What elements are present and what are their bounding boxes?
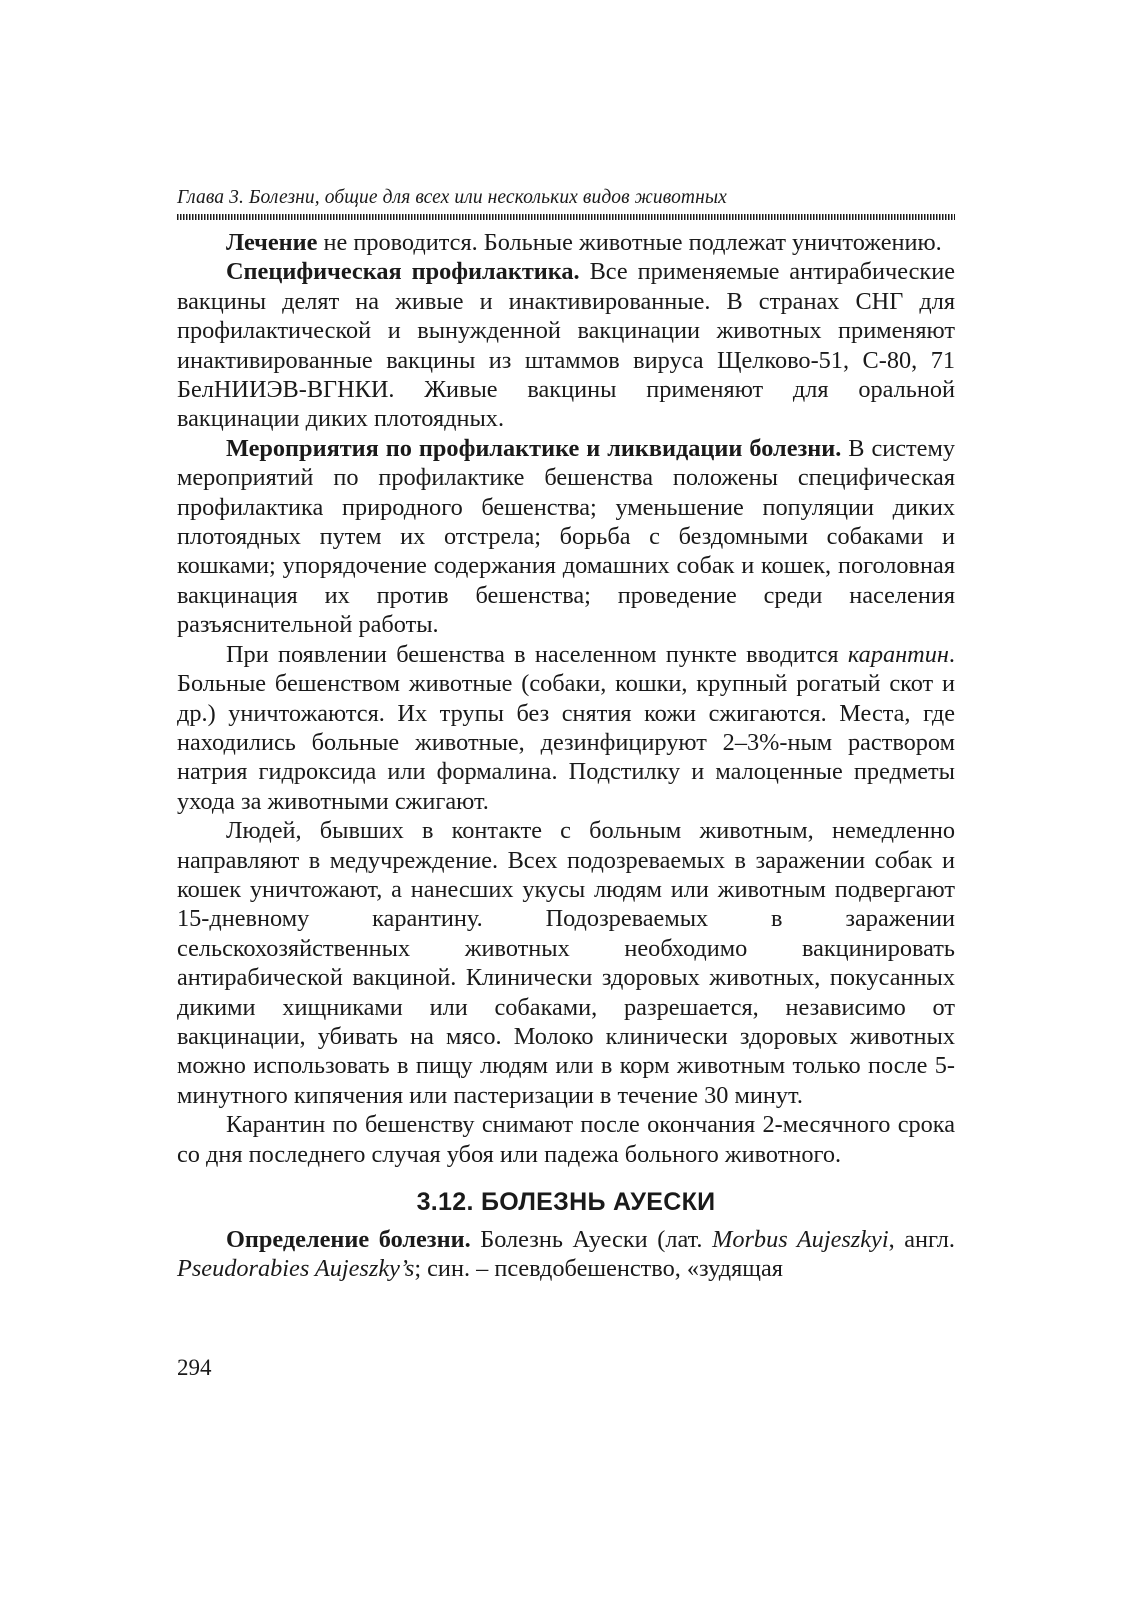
paragraph-text: . Больные бешенством животные (собаки, кошки, крупный рогатый скот и др.) уничтожаются. Их трупы без снятия кожи сжигаются. Места, где находились больные животные, дезинфицируют 2–3%-ным раствором натрия гидроксида или формалина. Подстилку и малоценные предметы ухода за животными сжигают.	[177, 640, 955, 815]
running-header: Глава 3. Болезни, общие для всех или нескольких видов животных	[177, 187, 727, 208]
header-rule	[177, 214, 955, 220]
paragraph-quarantine	[177, 640, 955, 816]
lead-term: Лечение	[226, 229, 318, 256]
lead-term: Определение болезни.	[226, 1226, 471, 1253]
paragraph-treatment	[177, 228, 955, 257]
page	[177, 186, 955, 1284]
paragraph-text: не проводится. Больные животные подлежат уничтожению.	[317, 229, 942, 256]
paragraph-definition	[177, 1225, 955, 1284]
paragraph-contacts	[177, 816, 955, 1110]
paragraph-quarantine-lift	[177, 1110, 955, 1169]
paragraph-text: При появлении бешенства в населенном пункте вводится	[226, 640, 848, 668]
english-name: Pseudorabies Aujeszky’s	[177, 1255, 415, 1283]
paragraph-text: Карантин по бешенству снимают после окончания 2-месячного срока со дня последнего случая убоя или падежа больного животного.	[177, 1111, 955, 1168]
latin-name: Morbus Aujeszkyi	[712, 1226, 889, 1253]
paragraph-text: Людей, бывших в контакте с больным животным, немедленно направляют в медучреждение. Всех подозреваемых в заражении собак и кошек уничтожают, а нанесших укусы людям или животным подвергают 15-дневному карантину. Подозреваемых в заражении сельскохозяйственных животных необходимо вакцинировать антирабической вакциной. Клинически здоровых животных, покусанных дикими хищниками или собаками, разрешается, независимо от вакцинации, убивать на мясо. Молоко клинически здоровых животных можно использовать в пищу людям или в корм животным только после 5-минутного кипячения или пастеризации в течение 30 минут.	[177, 817, 955, 1109]
paragraph-text: В систему мероприятий по профилактике бешенства положены специфическая профилактика природного бешенства; уменьшение популяции диких плотоядных путем их отстрела; борьба с бездомными собаками и кошками; упорядочение содержания домашних собак и кошек, поголовная вакцинация их против бешенства; проведение среди населения разъяснительной работы.	[177, 434, 955, 639]
page-number: 294	[177, 1355, 212, 1380]
lead-term: Специфическая профилактика.	[226, 258, 580, 286]
paragraph-text: ; син. – псевдобешенство, «зудящая	[414, 1255, 783, 1283]
paragraph-specific-prophylaxis	[177, 257, 955, 433]
lead-term: Мероприятия по профилактике и ликвидации болезни.	[226, 434, 842, 462]
paragraph-measures	[177, 434, 955, 640]
paragraph-text: Все применяемые антирабические вакцины делят на живые и инактивированные. В странах СНГ для профилактической и вынужденной вакцинации животных применяют инактивированные вакцины из штаммов вируса Щелково-51, С-80, 71 БелНИИЭВ-ВГНКИ. Живые вакцины применяют для оральной вакцинации диких плотоядных.	[177, 258, 955, 433]
section-title: 3.12. БОЛЕЗНЬ АУЕСКИ	[416, 1188, 716, 1216]
paragraph-text: , англ.	[888, 1226, 955, 1253]
body-text	[177, 228, 955, 1284]
italic-term: карантин	[847, 640, 949, 668]
paragraph-text: Болезнь Ауески (лат.	[470, 1226, 713, 1253]
